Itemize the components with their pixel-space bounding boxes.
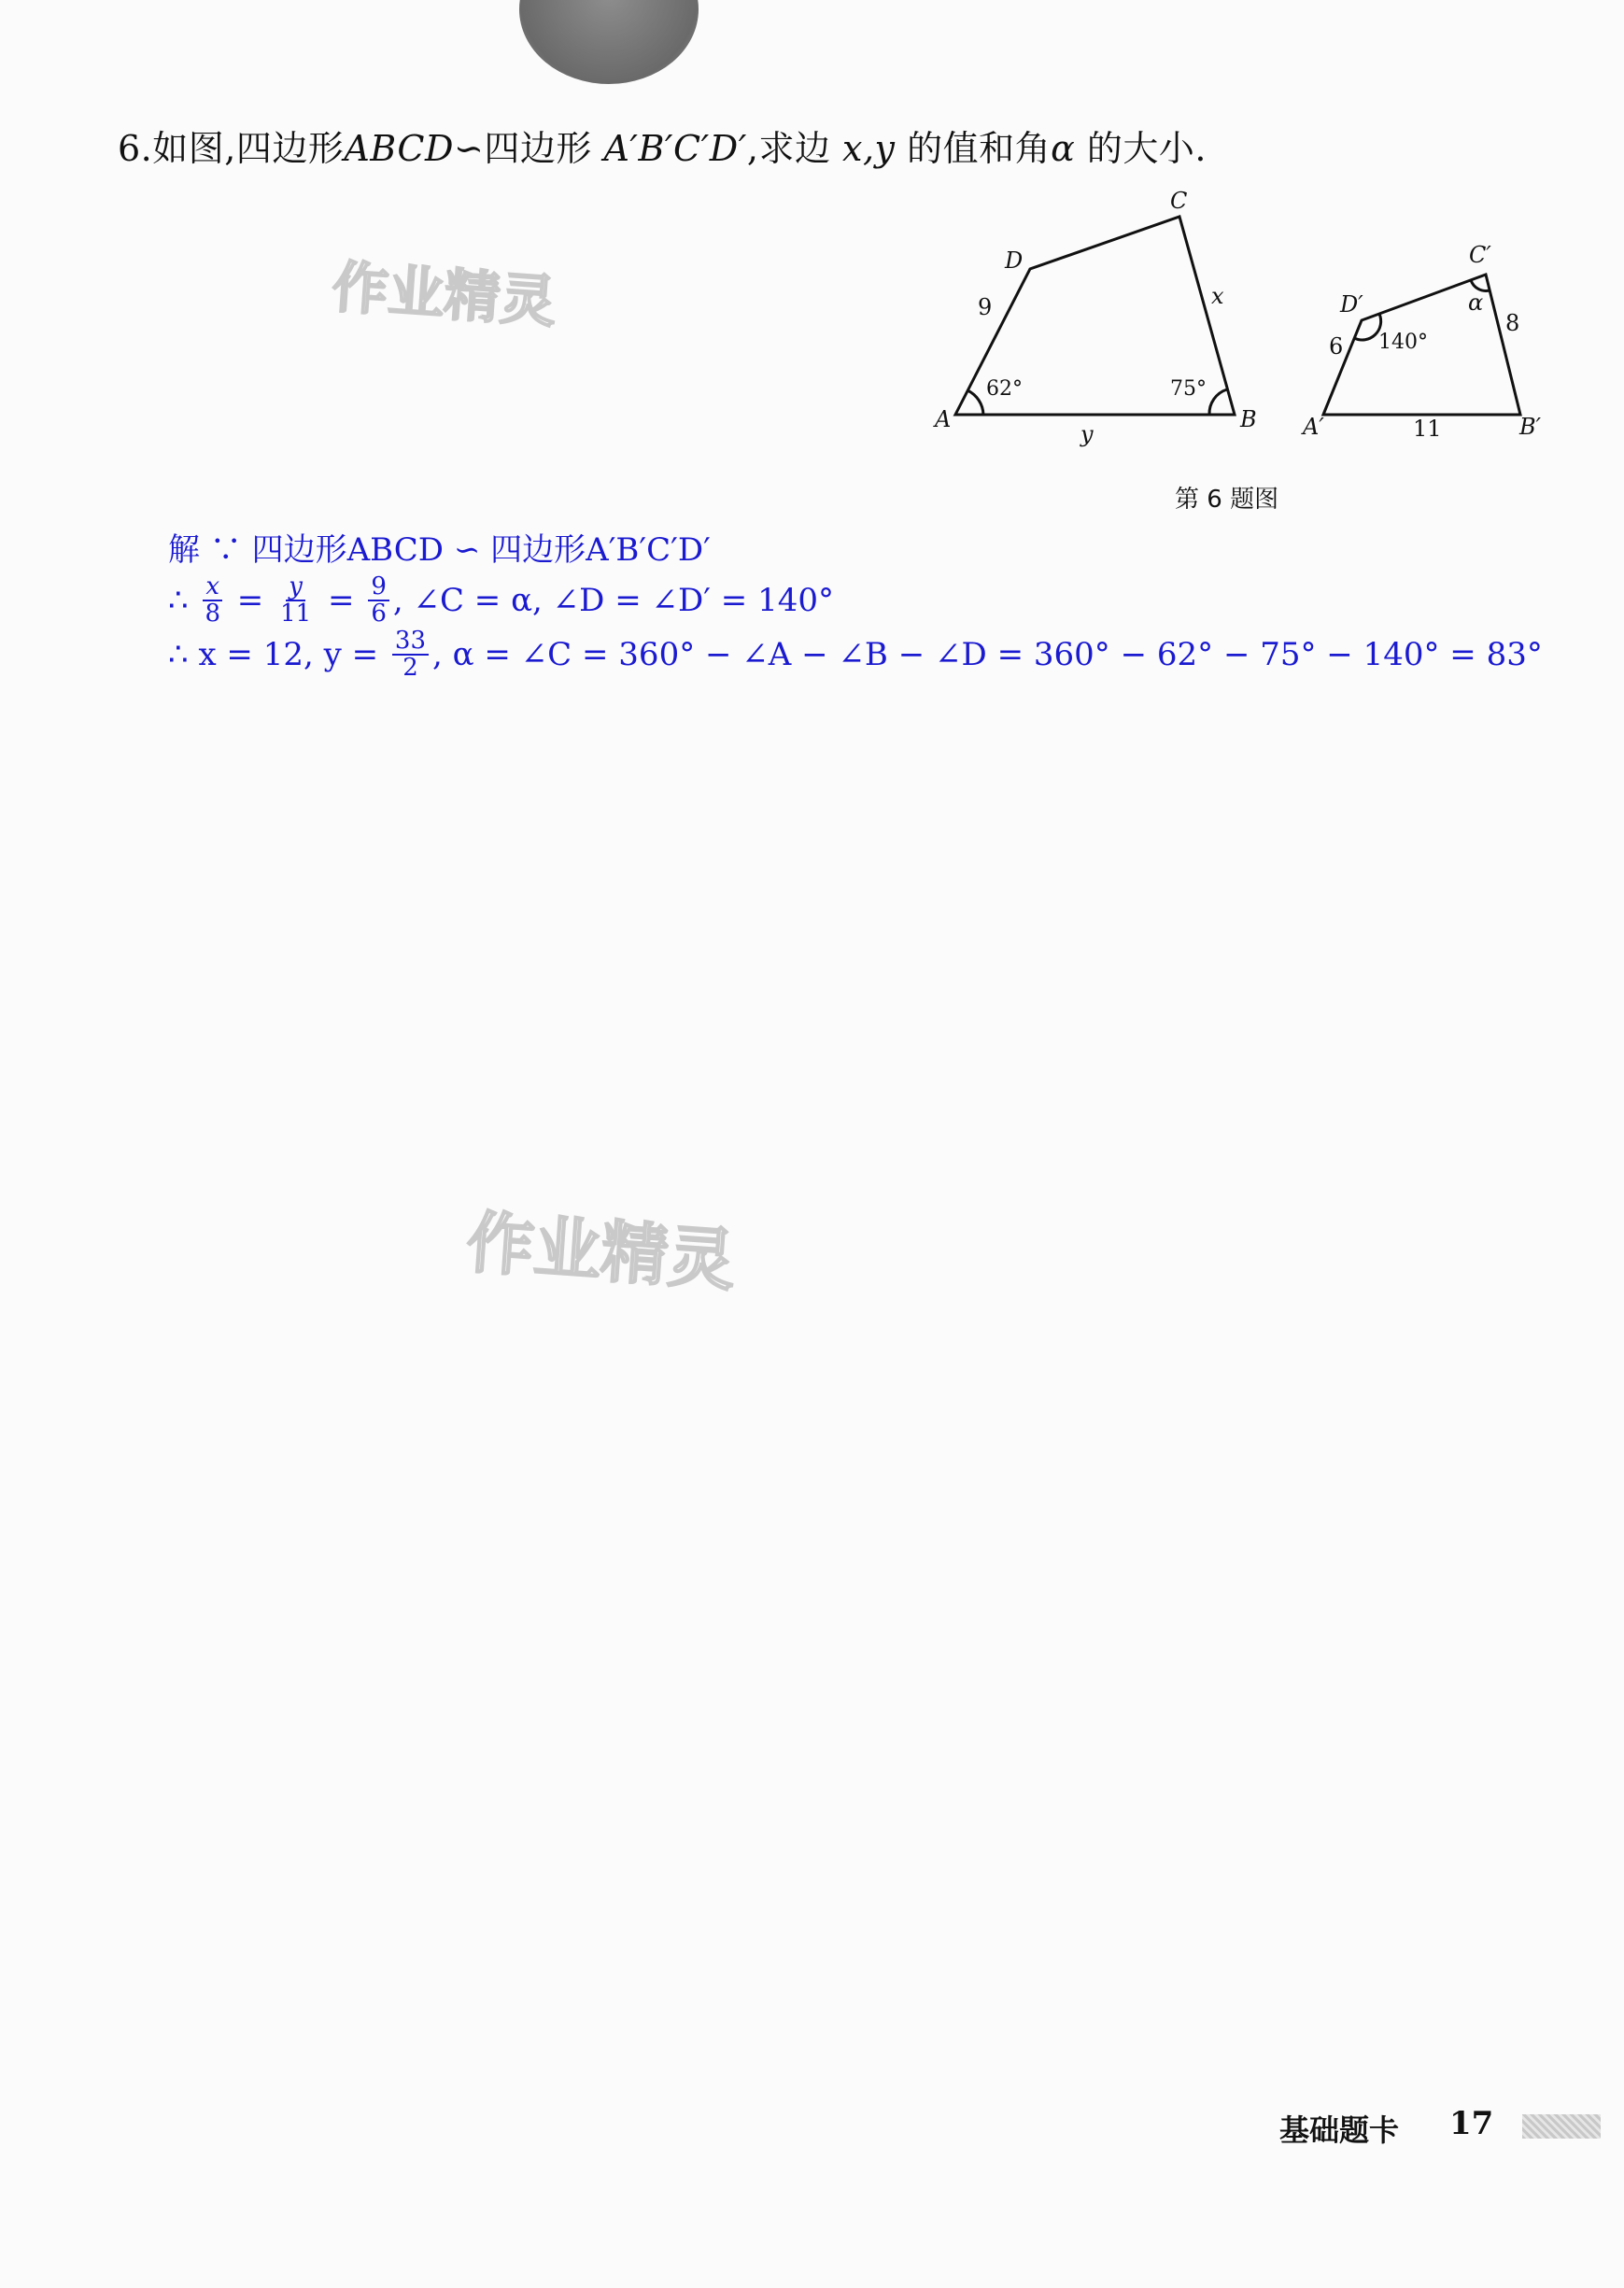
corner-mark: [1522, 2114, 1601, 2139]
label-side-ab: y: [1080, 421, 1094, 447]
footer-title: 基础题卡: [1279, 2112, 1400, 2148]
quad-abcd: ABCD: [344, 128, 454, 169]
question-number: 6.: [118, 128, 153, 169]
label-a: A: [935, 406, 952, 432]
fraction-denominator: 11: [280, 600, 312, 628]
question-vars: x,y: [842, 128, 896, 169]
fraction-denominator: 2: [402, 654, 418, 682]
fraction-9-6: [368, 574, 389, 628]
label-side-bc: x: [1211, 283, 1224, 309]
label-angle-d-prime: 140°: [1378, 331, 1428, 354]
question-text: 如图,四边形: [152, 128, 345, 169]
solution: [168, 519, 1543, 682]
figure-caption: 第 6 题图: [1175, 486, 1279, 514]
label-side-ad: 9: [978, 294, 993, 320]
question-text-ask: ,求边: [746, 128, 831, 169]
label-side-ad-prime: 6: [1329, 333, 1344, 360]
fraction-x-8: [202, 574, 223, 628]
solution-line-3: [168, 628, 1543, 682]
therefore-symbol: ∴: [168, 582, 189, 619]
label-angle-a: 62°: [986, 377, 1023, 401]
fraction-denominator: 8: [205, 600, 220, 628]
fraction-numerator: 33: [392, 628, 429, 656]
question-6: [118, 120, 1207, 171]
label-a-prime: A′: [1303, 414, 1324, 440]
question-text-end: 的大小.: [1086, 128, 1207, 169]
watermark: 作业精灵: [330, 254, 558, 336]
label-b-prime: B′: [1519, 414, 1542, 440]
solution-text: , ∠C = α, ∠D = ∠D′ = 140°: [392, 582, 834, 619]
label-side-bc-prime: 8: [1505, 310, 1520, 336]
solution-text: , α = ∠C = 360° − ∠A − ∠B − ∠D = 360° − 62° − 75° − 140° = 83°: [432, 636, 1543, 673]
page-number: 17: [1449, 2105, 1494, 2142]
label-d: D: [1005, 247, 1024, 274]
question-alpha: α: [1051, 128, 1076, 169]
label-b: B: [1240, 406, 1257, 432]
label-c: C: [1170, 188, 1188, 214]
fraction-numerator: x: [203, 574, 222, 601]
solution-line-2: ∴ $\frac{x}{8}$ = $\frac{y}{11}$ = $\frac{9}{6}$ , ∠C = α, ∠D = ∠D′ = 140°: [168, 572, 834, 628]
quad-abcd-prime: A′B′C′D′: [603, 128, 747, 169]
fraction-y-11: [277, 574, 314, 628]
solution-text: 解 ∵ 四边形ABCD ∽ 四边形A′B′C′D′: [168, 530, 711, 569]
solution-text: ∴ x = 12, y =: [168, 636, 379, 673]
label-c-prime: C′: [1469, 242, 1491, 268]
fraction-33-2: [392, 628, 429, 682]
label-angle-c-prime: α: [1468, 290, 1484, 316]
label-d-prime: D′: [1340, 291, 1363, 318]
fraction-numerator: 9: [368, 574, 389, 601]
solution-line-1: [168, 519, 1543, 573]
figure-quadrilaterals: [920, 182, 1555, 518]
fraction-numerator: y: [286, 574, 305, 601]
label-angle-b: 75°: [1170, 377, 1207, 401]
fraction-denominator: 6: [371, 600, 387, 628]
angle-a-arc: [967, 390, 983, 415]
label-side-ab-prime: 11: [1413, 416, 1442, 442]
question-text-mid: 四边形: [484, 128, 592, 169]
question-text-ask2: 的值和角: [907, 128, 1052, 169]
scan-blot: [519, 0, 699, 84]
similar-symbol: ∽: [453, 128, 485, 169]
watermark: 作业精灵: [464, 1203, 739, 1300]
angle-b-arc: [1209, 389, 1227, 415]
